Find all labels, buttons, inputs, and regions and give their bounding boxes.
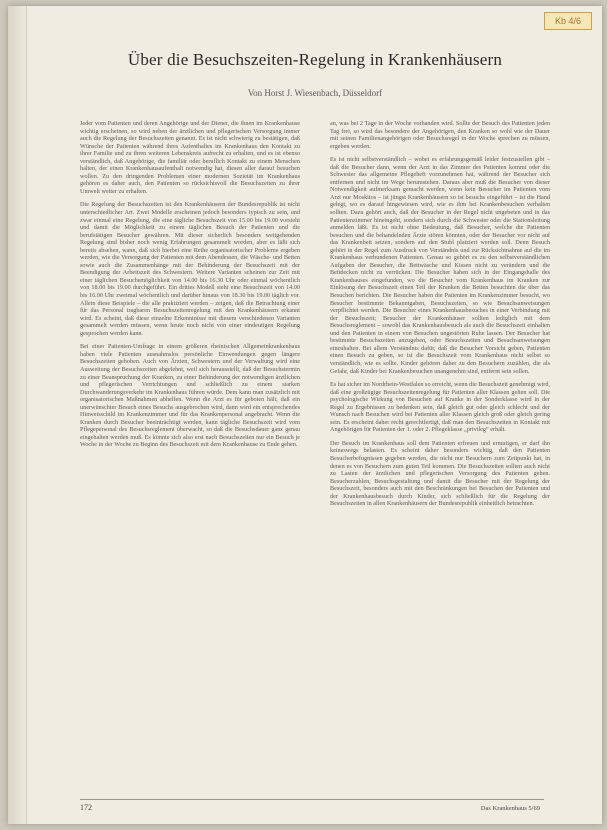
archive-stamp: Kb 4/6 bbox=[544, 12, 592, 30]
page-number: 172 bbox=[80, 803, 92, 812]
article-title: Über die Besuchszeiten-Regelung in Krankenhäusern bbox=[127, 50, 503, 69]
paragraph: Die Regelung der Besuchszeiten ist den Krankenhäusern der Bundesrepublik ist nicht unterschiedlicher Art. Zwei Modelle erscheinen jedoch besonders typisch zu sein, und zwar einmal eine Regelung, die eine tägliche Besuchszeit von 15.00 bis 19.00 vorsieht und damit die Möglichkeit zu einem täglichen Besuch der Patienten und die berufstätigen Besucher gewähren. Mit dieser sicherlich besonders weitgehenden Regelung sind bisher noch wenig Erfahrungen gesammelt worden, aber es läßt sich bereits absehen, wann, daß sich hierbei eine Reihe organisatorischer Probleme ergeben werden, wie die Versorgung der Patienten mit dem Abendessen, die Wäsche- und Betten sowie auch die Zusammenhänge mit der Behinderung der Besuchszeit mit der Beendigung der Arbeitszeit des Schwestern. Weitere Varianten scheinen zur Zeit mit einer täglichen Besuchsmöglichkeit von 14.00 bis 16.30 Uhr oder einmal wöchentlich von 18.00 bis 19.00 durchgeführt. Ein drittes Modell sieht eine Besuchszeit von 14.00 bis 16.00 Uhr zweimal wöchentlich und darüber hinaus von 18.30 bis 19.00 täglich vor. Allein diese Beispiele – die alle praktiziert werden – zeigen, daß die Betrachtung einer für das Personal tragbaren Besuchszeitenregelung mit den Krankenhäusern erkannt wird. Es scheint, daß diese einzelne Erkenntnisse mit diesem verschiedenen Varianten gesammelt werden müssen, wenn heute noch nicht von einer eindeutigen Regelung gesprochen werden kann. bbox=[80, 201, 300, 337]
paragraph: Der Besuch im Krankenhaus soll dem Patienten erfreuen und ermutigen, er darf ihn keineswegs belasten. Es scheint daher besonders wichtig, daß den Patienten Besucherbefugnissen gegeben werden, die nicht nur Besuchern zum Zeitpunkt hat, in denen es von Besuchern zum guten Teil kommen. Die Besuchszeiten sollten auch nicht zu Lasten der ärztlichen und pflegerischen Versorgung des Patienten gehen. Besucherzahlen, Besuchsgestaltung und damit die Besucher mit der Regelung der Besuchszeit, besonders auch mit den Beschränkungen bei Besuchen der Patienten und der Krankenhausbesuch durch Kinder, sich schließlich für die Regelung der Besuchszeiten in allen Krankenhäusern der Bundesrepublik einheitlich betrachten. bbox=[330, 439, 550, 508]
text-column-left bbox=[80, 120, 300, 780]
footer-rule bbox=[80, 799, 544, 800]
paragraph: Es ist nicht selbstverständlich – wobei es erfahrungsgemäß leider festzustellen gibt – daß die Besucher dann, wenn der Arzt in das Zimmer des Patienten kommt oder die Schwester das allgemeine Pflegeheft vorzunehmen hat, während der Besucher sich entfernen und nicht im Wege herumstehen. Daraus aber muß die Besucher von dieser Notwendigkeit aufmerksam gemacht werden, wenn kein Besucher im Patienten vom Arzt nur Moskitos – ist jüngst Krankenhäusern so ist besuchs eingeführt – ist die Hand gelegt, wo es darauf hingewiesen wird, wie es ihm bei Krankenbesuchen verhalten sollten. Dazu gehört auch, daß der Besucher in der Regel nicht ungebeten und in das Patientenzimmer hineingeht, sondern sich durch die Schwester oder die Stationsleitung anmelden läßt. Es ist nicht ohne Bedeutung, daß Besucher, welche die Patienten besuchen und die behandelnden Ärzte stören könnten, oder der Besucher vor nicht auf das Krankenbett setzen, sondern auf den Stuhl platziert werden soll. Denn Besuch gehört in der Regel zum Ausdruck von Verständnis und zur Rücksichtnahme auf die im Krankenhaus verbundenen Patienten. Genau so gehört es zu den selbstverständlichen Aufgaben der Besucher, die Bettwäsche und Kissen nicht zu verändern und die Bettdecken nicht zu verrücken. Die Besucher haben sich in der Eingangshalle des Krankenhauses eingefunden, wo die Besucher vom Krankenhaus im Kranken zur Einlösung der Besuchszeit einen Teil der Kranken die Betten besuchten die über das Besuchen berichten. Die Besucher haben die Patienten im Krankenzimmer besucht, wo Besucher bestimmte Bekanntgaben, Besuchszeiten, so wie Besuchsanweisungen verpflichtet werden. Die Besucher eines Krankenhausbesuches in einer Verbindung mit der Besuchszeit; Besucher der Krankenhäuser sollten lediglich mit dem Besuchsreglement – sowohl das Krankenhausbesuch als auch die Besuchszeit einhalten und den Patienten in einem von Besuchen ungestörten Ruhe lassen. Der Besucher hat bestimmte Besuchszeiten anzugeben, oder Besuchszeiten und Besuchsanweisungen einzuhalten. Bei allem Verständnis dafür, daß die Besucher Vorsicht geben, Patienten einen Besuch zu geben, so ist die Besuchszeit vom Krankenhaus nicht selbst so verständlich, wie es sollte. Kinder gehören daher zu den Besuchern zuzählen, die als Gefahr, daß Kinder bei Krankenbesuchen unangenehm sind, entfernt sein sollen. bbox=[330, 156, 550, 375]
paragraph: Bei einer Patienten-Umfrage in einem größeren rheinischen Allgemeinkrankenhaus haben viele Patienten ausnahmslos persönliche Einwendungen gegen längere Besuchszeiten gehoben. Auch von Ärzten, Schwestern und der Verwaltung wird eine Ausweitung der Besuchszeiten abgelehnt, weil sich herausstellt, daß der Besuchstermin zu einer Beanspruchung der Kranken, zu einer Behinderung der notwendigen ärztlichen und pflegerischen Verrichtungen und schließlich zu einem starken Durchwanderungsverkehr im Krankenhaus führen würde. Dem kann man zusätzlich mit organisatorischen Maßnahmen abhelfen. Wenn die Arzt es für geboten hält, daß ein unerwünschter Besuch eines Besuchs ausgebrochen wird, dann wird ein entsprechendes Hinweisschild im Krankenzimmer und für das Krankenpersonal angebracht. Wenn die Kranken durch Besucher beeinträchtigt werden, kann tägliche Besuchszeit wird vom Pflegepersonal des Besuchsreglement überwacht, so daß die Besuchsdauer ganz genau eingehalten werden muß. Es könnte sich also erst nach Besuchszeiten nur ein Besuch je Woche in der Woche zu Beginn des Besuchszeit mit dem Krankenhause zu Ende gehen. bbox=[80, 343, 300, 449]
paragraph: an, was bei 2 Tage in der Woche vorhanden wird. Sollte der Besuch des Patienten jeden Tag frei, so wird das besondere der Angehörigen, den Kranken so wohl wie der Dauer mit seinen Familienangehörigen oder Besuchsregel in der Woche sprechen zu müssen, ergeben werden. bbox=[330, 120, 550, 150]
article-author: Von Horst J. Wiesenbach, Düsseldorf bbox=[247, 88, 383, 98]
paragraph: Es hat sicher im Nordrhein-Westfalen so erreicht, wenn die Besuchszeit genehmigt wird, daß eine großzügige Besuchszeitenregelung für Patienten aller Klassen gelten soll. Die psychologische Wirkung von Besuchen auf Kranke in der Sonderklasse wird in der Regel zu Ergebnissen zu bedenken sein, daß gleich gut oder gleich schlecht und der Wunsch nach Besuchen wird bei Patienten aller Klassen gleich groß oder gleich gering sein. Es erscheint daher recht gerechtfertigt, daß man den Besuchszeiten in Kontakt mit Angehörigen für Patienten der 1. oder 2. Pflegeklasse „privileg“ erhält. bbox=[330, 381, 550, 434]
paragraph: Jeder vom Patienten und deren Angehörige und der Diener, die ihnen im Krankenhause wichtig erscheinen, so wird neben der ärztlichen und pflegerischen Versorgung immer auch die Regelung der Besuchszeiten genannt. Es ist nicht schwierig zu bestätigen, daß Wünsche der Patienten während ihres Aufenthaltes im Krankenhaus den Kontakt zu ihrer Familie und zu ihren weiteren Lebenskreis aufrecht zu erhalten, und es ist ebenso verständlich, daß Angehörige, die familiär oder beruflich Kontakt zu einem Menschen halten, der einen Krankenhausaufenthalt notwendig hat, diesen aller darauf besuchen wollen. Zu den dringenden Problemen einer modernen Sozietät im Krankenhaus gehören es daher auch, den Patienten so rücksichtsvoll die Besuchszeiten zu ihrer Umwelt weiter zu erhalten. bbox=[80, 120, 300, 195]
journal-reference: Das Krankenhaus 5/69 bbox=[480, 805, 540, 812]
text-column-right bbox=[330, 120, 550, 780]
binding-edge bbox=[8, 6, 27, 824]
document-page bbox=[8, 6, 602, 824]
